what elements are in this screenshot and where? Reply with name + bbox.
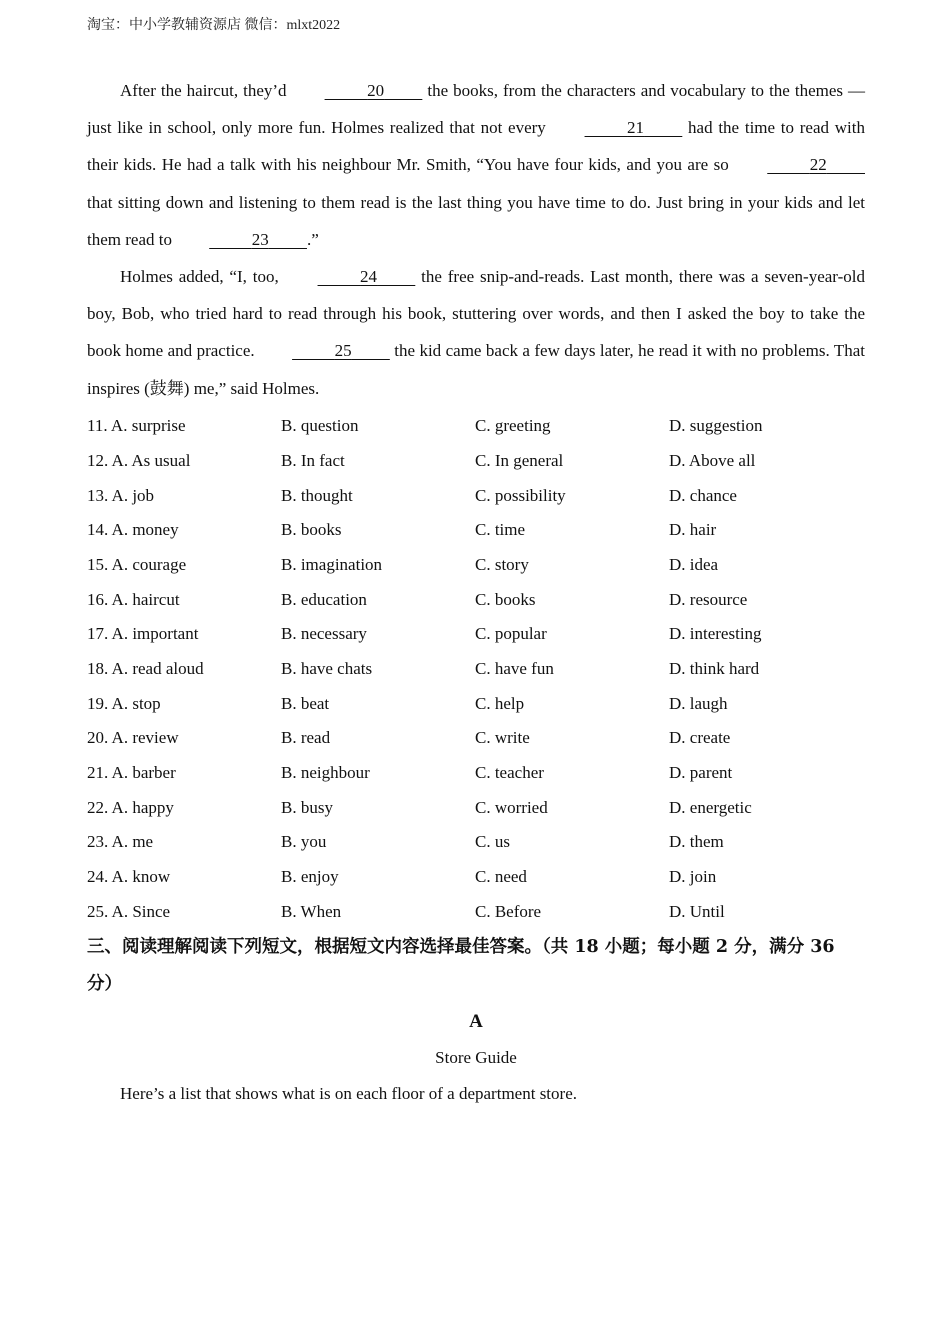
passage-text: Holmes added, “I, too,: [120, 267, 285, 287]
passage-text: the kid came back a few days later, he read it with no problems. That inspires (鼓舞) me,” said Holmes.: [87, 341, 865, 398]
passage-text: the books, from the characters and vocabulary to the themes — just like in school, only more fun. Holmes realized that not every: [87, 81, 866, 138]
option-b: B. busy: [281, 797, 333, 817]
option-row-16: [87, 582, 865, 617]
options-list: [87, 409, 865, 929]
option-row-17: [87, 617, 865, 652]
passage-text: After the haircut, they’d: [120, 81, 292, 100]
passage-label-a: A: [469, 1011, 483, 1033]
blank-24: 24: [360, 267, 378, 287]
blank-20: 20: [367, 81, 385, 100]
option-row-15: [87, 548, 865, 583]
option-b: B. In fact: [281, 450, 345, 470]
passage-text: the free snip-and-reads. Last month, there was a seven-year-old boy, Bob, who tried hard to read through his book, stuttering over words, and then I asked the boy to take the book home and practice.: [87, 267, 866, 361]
option-a: 22. A. happy: [87, 797, 174, 817]
option-a: 16. A. haircut: [87, 589, 180, 609]
option-c: C. Before: [475, 901, 542, 921]
option-d: D. create: [669, 728, 731, 748]
option-row-25: [87, 894, 865, 929]
option-c: C. worried: [475, 797, 548, 817]
option-a: 20. A. review: [87, 728, 179, 748]
passage-subtitle: Store Guide: [435, 1048, 517, 1068]
option-row-24: [87, 860, 865, 895]
option-a: 14. A. money: [87, 520, 179, 540]
blank-23: 23: [251, 229, 269, 249]
option-c: C. time: [475, 520, 526, 540]
option-a: 21. A. barber: [87, 763, 176, 783]
option-b: B. question: [281, 416, 359, 436]
option-c: C. books: [475, 589, 536, 609]
blank-21: 21: [627, 118, 645, 138]
option-row-19: [87, 686, 865, 721]
page-header-watermark: 淘宝：中小学教辅资源店 微信：mlxt2022: [87, 18, 341, 33]
option-b: B. beat: [281, 693, 330, 713]
option-c: C. help: [475, 693, 525, 713]
option-d: D. them: [669, 832, 724, 852]
option-d: D. interesting: [669, 624, 762, 644]
option-row-13: [87, 478, 865, 513]
option-d: D. think hard: [669, 658, 760, 678]
option-a: 15. A. courage: [87, 554, 187, 574]
option-b: B. imagination: [281, 554, 383, 574]
option-d: D. Above all: [669, 450, 756, 470]
option-c: C. story: [475, 554, 529, 574]
option-row-22: [87, 790, 865, 825]
option-row-20: [87, 721, 865, 756]
option-b: B. thought: [281, 485, 353, 505]
section-3-title: 三、阅读理解阅读下列短文，根据短文内容选择最佳答案。（共 18 小题；每小题 2 分，满分 36 分）: [87, 937, 835, 995]
option-a: 23. A. me: [87, 832, 154, 852]
passage-text: had the time to read with their kids. He had a talk with his neighbour Mr. Smith, “You have four kids, and you are so: [87, 118, 865, 175]
option-d: D. suggestion: [669, 416, 763, 436]
option-d: D. parent: [669, 763, 733, 783]
passage-paragraph-1: [87, 72, 865, 258]
option-c: C. In general: [475, 450, 564, 470]
option-d: D. hair: [669, 520, 717, 540]
option-b: B. When: [281, 901, 342, 921]
option-c: C. popular: [475, 624, 547, 644]
option-row-23: [87, 825, 865, 860]
blank-25: 25: [334, 341, 352, 361]
option-row-14: [87, 513, 865, 548]
option-c: C. us: [475, 832, 510, 852]
passage-paragraph-2: [87, 258, 865, 407]
blank-22: 22: [809, 155, 827, 175]
option-b: B. necessary: [281, 624, 367, 644]
option-a: 13. A. job: [87, 485, 155, 505]
option-d: D. join: [669, 867, 717, 887]
passage-text: .”: [306, 229, 319, 249]
option-b: B. books: [281, 520, 342, 540]
option-c: C. have fun: [475, 658, 554, 678]
option-a: 24. A. know: [87, 867, 171, 887]
option-b: B. education: [281, 589, 367, 609]
option-d: D. energetic: [669, 797, 752, 817]
option-b: B. enjoy: [281, 867, 339, 887]
option-d: D. Until: [669, 901, 725, 921]
option-c: C. need: [475, 867, 527, 887]
option-b: B. have chats: [281, 658, 373, 678]
option-a: 18. A. read aloud: [87, 658, 204, 678]
option-d: D. laugh: [669, 693, 728, 713]
option-d: D. idea: [669, 554, 719, 574]
option-a: 11. A. surprise: [87, 416, 186, 436]
option-a: 17. A. important: [87, 624, 199, 644]
option-row-11: [87, 409, 865, 444]
option-d: D. resource: [669, 589, 748, 609]
option-a: 12. A. As usual: [87, 450, 191, 470]
option-b: B. read: [281, 728, 331, 748]
option-d: D. chance: [669, 485, 737, 505]
option-c: C. write: [475, 728, 530, 748]
option-b: B. you: [281, 832, 327, 852]
passage-text: that sitting down and listening to them read is the last thing you have time to do. Just bring in your kids and let them read to: [87, 192, 865, 249]
option-b: B. neighbour: [281, 763, 370, 783]
option-a: 25. A. Since: [87, 901, 171, 921]
option-c: C. greeting: [475, 416, 551, 436]
option-row-18: [87, 652, 865, 687]
document-body: [87, 72, 865, 1112]
option-c: C. possibility: [475, 485, 566, 505]
option-c: C. teacher: [475, 763, 544, 783]
passage-intro: Here’s a list that shows what is on each floor of a department store.: [120, 1084, 577, 1104]
option-row-21: [87, 756, 865, 791]
option-a: 19. A. stop: [87, 693, 161, 713]
option-row-12: [87, 444, 865, 479]
